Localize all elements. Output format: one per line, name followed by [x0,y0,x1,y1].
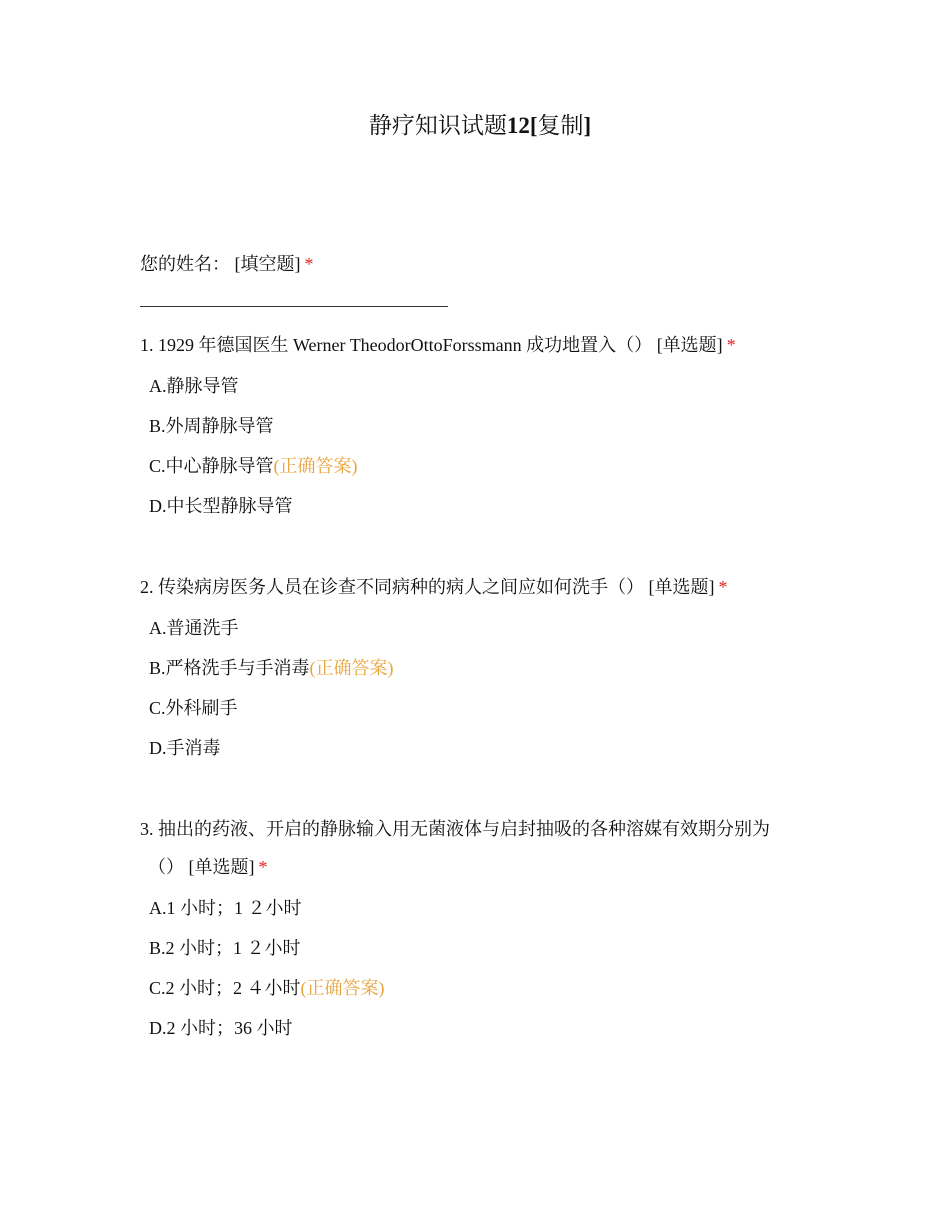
correct-answer-label: (正确答案) [309,658,394,678]
required-mark: * [726,335,736,355]
name-answer-line[interactable] [140,306,448,307]
question-text-line1: 3. 抽出的药液、开启的静脉输入用无菌液体与启封抽吸的各种溶媒有效期分别为 [140,819,770,839]
name-question [140,245,820,283]
question-type-tag: [填空题] [234,254,301,274]
required-mark: * [304,254,314,274]
required-mark: * [258,857,268,877]
name-question-label: 您的姓名： [140,254,230,274]
option-b[interactable]: B.外周静脉导管 [149,416,274,436]
title-number: 12[ [506,113,538,138]
question-text: 1. 1929 年德国医生 Werner TheodorOttoForssmann 成功地置入（） [140,335,653,355]
question-1 [140,326,820,526]
option-d[interactable]: D.2 小时；36 小时 [149,1018,293,1038]
options-list [140,366,820,526]
question-type-tag: [单选题] [188,857,255,877]
option-c[interactable]: C.中心静脉导管(正确答案) [149,456,358,476]
option-d[interactable]: D.手消毒 [149,738,221,758]
question-type-tag: [单选题] [656,335,723,355]
page-title [0,110,950,142]
question-text-line2: （） [148,857,184,877]
option-a[interactable]: A.普通洗手 [149,618,239,638]
title-end: ] [583,113,592,138]
option-b[interactable]: B.2 小时；1 ２小时 [149,938,301,958]
options-list [140,608,820,768]
options-list [140,888,820,1048]
correct-answer-label: (正确答案) [300,978,385,998]
option-d[interactable]: D.中长型静脉导管 [149,496,293,516]
option-b[interactable]: B.严格洗手与手消毒(正确答案) [149,658,394,678]
correct-answer-label: (正确答案) [273,456,358,476]
question-2 [140,568,820,768]
option-a[interactable]: A.1 小时；1 ２小时 [149,898,302,918]
required-mark: * [718,577,728,597]
question-text: 2. 传染病房医务人员在诊查不同病种的病人之间应如何洗手（） [140,577,644,597]
question-3 [140,810,820,1048]
option-c[interactable]: C.2 小时；2 ４小时(正确答案) [149,978,385,998]
question-type-tag: [单选题] [648,577,715,597]
title-prefix: 静疗知识试题 [368,113,507,138]
title-suffix: 复制 [537,113,584,138]
option-a[interactable]: A.静脉导管 [149,376,239,396]
option-c[interactable]: C.外科刷手 [149,698,238,718]
